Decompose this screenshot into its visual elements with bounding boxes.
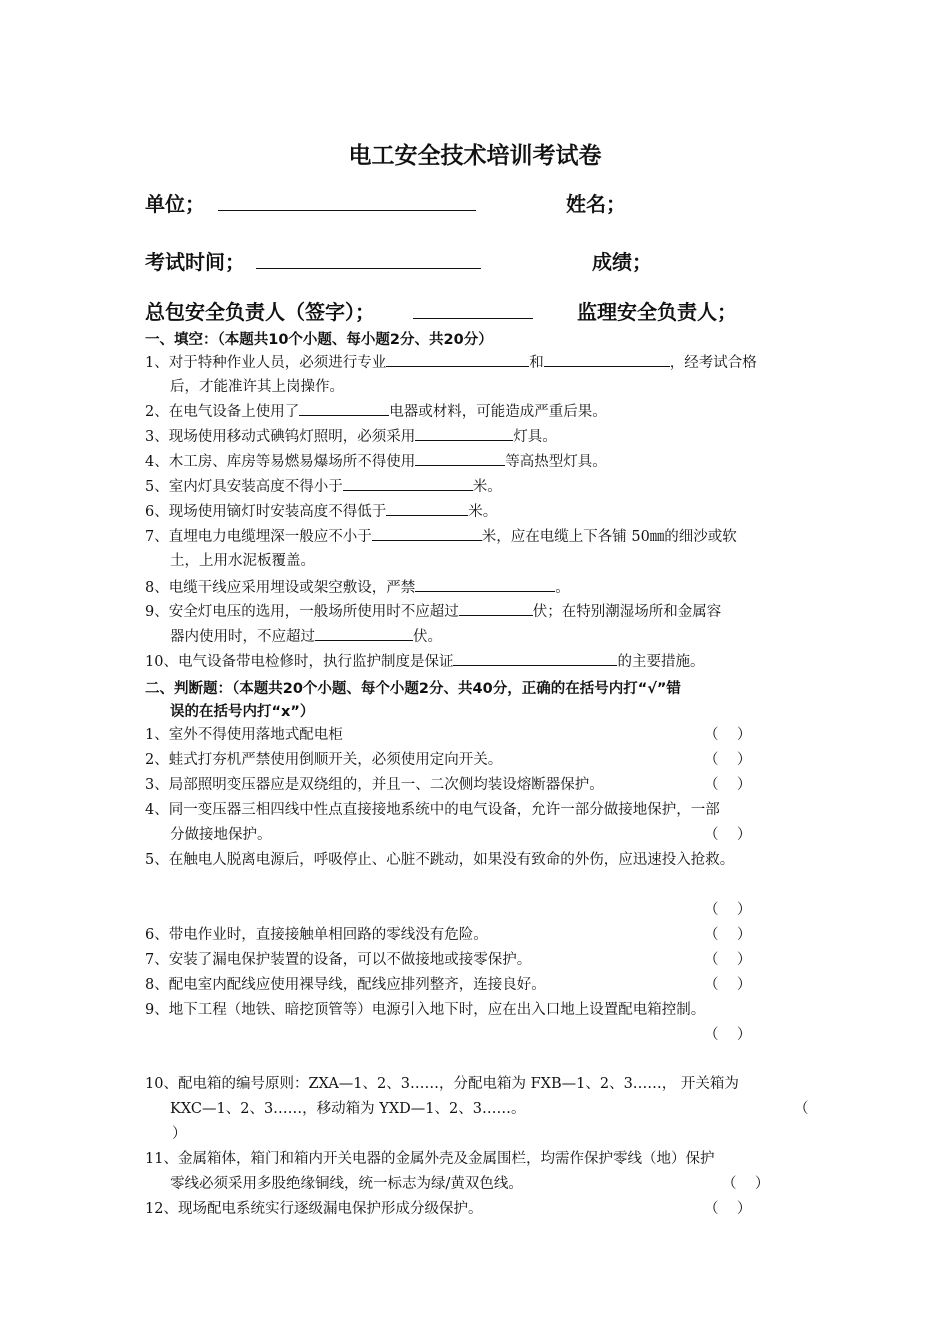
fill-question-9-cont: 器内使用时，不应超过 伏。 bbox=[170, 626, 442, 647]
judge-question-4: 4、同一变压器三相四线中性点直接接地系统中的电气设备，允许一部分做接地保护，一部 bbox=[145, 802, 720, 818]
fill-question-7-cont: 土，上用水泥板覆盖。 bbox=[170, 553, 315, 569]
judge-question-11: 11、金属箱体，箱门和箱内开关电器的金属外壳及金属围栏，均需作保护零线（地）保护 bbox=[145, 1151, 715, 1167]
judge-question-8: 8、配电室内配线应使用裸导线，配线应排列整齐，连接良好。 bbox=[145, 977, 546, 993]
answer-paren-11[interactable]: （ ） bbox=[722, 1176, 770, 1192]
answer-paren-7[interactable]: （ ） bbox=[704, 952, 752, 968]
answer-paren-1[interactable]: （ ） bbox=[704, 727, 752, 743]
fill-question-1: 1、对于特种作业人员，必须进行专业 和 ，经考试合格 bbox=[145, 352, 757, 373]
fill-question-9: 9、安全灯电压的选用，一般场所使用时不应超过 伏；在特别潮湿场所和金属容 bbox=[145, 601, 721, 622]
supervisor-safety-label: 监理安全负责人； bbox=[577, 300, 737, 324]
judge-question-10: 10、配电箱的编号原则：ZXA—1、2、3……，分配电箱为 FXB—1、2、3……， 开关箱为 bbox=[145, 1076, 739, 1092]
name-label: 姓名； bbox=[566, 192, 626, 216]
section2-heading-cont: 误的在括号内打“x”） bbox=[170, 704, 315, 720]
answer-paren-12[interactable]: （ ） bbox=[704, 1201, 752, 1217]
fill-question-5: 5、室内灯具安装高度不得小于 米。 bbox=[145, 476, 502, 497]
judge-question-9: 9、地下工程（地铁、暗挖顶管等）电源引入地下时，应在出入口地上设置配电箱控制。 bbox=[145, 1002, 706, 1018]
judge-question-7: 7、安装了漏电保护装置的设备，可以不做接地或接零保护。 bbox=[145, 952, 532, 968]
score-label: 成绩； bbox=[592, 250, 652, 274]
contractor-signature-field[interactable] bbox=[413, 318, 533, 319]
fill-question-10: 10、电气设备带电检修时，执行监护制度是保证 的主要措施。 bbox=[145, 651, 704, 672]
contractor-safety-label: 总包安全负责人（签字）； bbox=[145, 300, 375, 324]
answer-paren-3[interactable]: （ ） bbox=[704, 777, 752, 793]
answer-paren-6[interactable]: （ ） bbox=[704, 927, 752, 943]
answer-paren-10-close[interactable]: ） bbox=[172, 1126, 187, 1142]
fill-question-7: 7、直埋电力电缆埋深一般应不小于 米，应在电缆上下各铺 50㎜的细沙或软 bbox=[145, 526, 737, 547]
fill-question-1-cont: 后，才能准许其上岗操作。 bbox=[170, 379, 344, 395]
judge-question-1: 1、室外不得使用落地式配电柜 bbox=[145, 727, 343, 743]
answer-paren-9[interactable]: （ ） bbox=[704, 1027, 752, 1043]
judge-question-4-cont: 分做接地保护。 bbox=[170, 827, 272, 843]
judge-question-12: 12、现场配电系统实行逐级漏电保护形成分级保护。 bbox=[145, 1201, 483, 1217]
fill-question-4: 4、木工房、库房等易燃易爆场所不得使用 等高热型灯具。 bbox=[145, 451, 607, 472]
fill-question-3: 3、现场使用移动式碘钨灯照明，必须采用 灯具。 bbox=[145, 426, 557, 447]
section2-heading: 二、判断题：（本题共20个小题、每个小题2分、共40分，正确的在括号内打“√”错 bbox=[145, 681, 681, 697]
judge-question-6: 6、带电作业时，直接接触单相回路的零线没有危险。 bbox=[145, 927, 488, 943]
exam-time-field[interactable] bbox=[256, 268, 481, 269]
judge-question-2: 2、蛙式打夯机严禁使用倒顺开关，必须使用定向开关。 bbox=[145, 752, 503, 768]
unit-field[interactable] bbox=[218, 210, 476, 211]
answer-paren-8[interactable]: （ ） bbox=[704, 977, 752, 993]
page-title: 电工安全技术培训考试卷 bbox=[348, 143, 602, 169]
answer-paren-2[interactable]: （ ） bbox=[704, 752, 752, 768]
answer-paren-4[interactable]: （ ） bbox=[704, 827, 752, 843]
fill-question-2: 2、在电气设备上使用了 电器或材料，可能造成严重后果。 bbox=[145, 401, 607, 422]
exam-time-label: 考试时间； bbox=[145, 250, 245, 274]
answer-paren-10-open[interactable]: （ bbox=[794, 1101, 809, 1117]
judge-question-10-cont: KXC—1、2、3……，移动箱为 YXD—1、2、3……。 bbox=[170, 1101, 526, 1117]
section1-heading: 一、填空：（本题共10个小题、每小题2分、共20分） bbox=[145, 332, 493, 348]
answer-paren-5[interactable]: （ ） bbox=[704, 902, 752, 918]
judge-question-5: 5、在触电人脱离电源后，呼吸停止、心脏不跳动，如果没有致命的外伤，应迅速投入抢救。 bbox=[145, 852, 735, 868]
judge-question-3: 3、局部照明变压器应是双绕组的，并且一、二次侧均装设熔断器保护。 bbox=[145, 777, 604, 793]
unit-label: 单位； bbox=[145, 192, 205, 216]
judge-question-11-cont: 零线必须采用多股绝缘铜线，统一标志为绿/黄双色线。 bbox=[170, 1176, 523, 1192]
fill-question-6: 6、现场使用镝灯时安装高度不得低于 米。 bbox=[145, 501, 497, 522]
fill-question-8: 8、电缆干线应采用埋设或架空敷设，严禁 。 bbox=[145, 577, 570, 598]
